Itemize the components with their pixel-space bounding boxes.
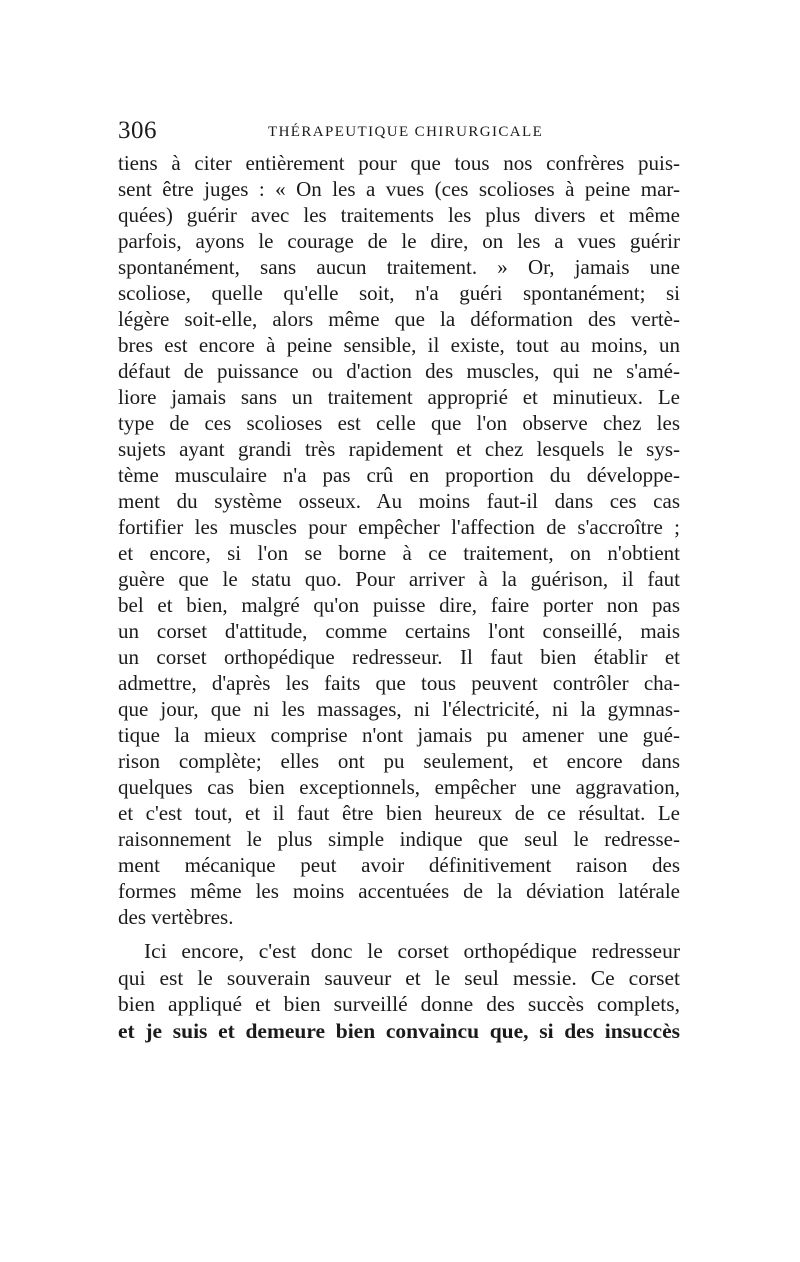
text-line: sujets ayant grandi très rapidement et chez lesquels le sys- <box>118 437 680 461</box>
body-text <box>118 150 680 1044</box>
text-line: des vertèbres. <box>118 905 234 929</box>
text-line: raisonnement le plus simple indique que seul le redresse- <box>118 827 680 851</box>
text-line: guère que le statu quo. Pour arriver à la guérison, il faut <box>118 567 680 591</box>
text-line: liore jamais sans un traitement approprié et minutieux. Le <box>118 385 680 409</box>
text-line: tiens à citer entièrement pour que tous nos confrères puis- <box>118 151 680 175</box>
text-line: ment mécanique peut avoir définitivement raison des <box>118 853 680 877</box>
text-line: Ici encore, c'est donc le corset orthopédique redresseur <box>144 939 680 963</box>
paragraph-2 <box>118 938 680 1044</box>
text-line: bres est encore à peine sensible, il existe, tout au moins, un <box>118 333 680 357</box>
running-title: THÉRAPEUTIQUE CHIRURGICALE <box>268 124 544 140</box>
text-line: que jour, que ni les massages, ni l'électricité, ni la gymnas- <box>118 697 680 721</box>
text-line: spontanément, sans aucun traitement. » Or, jamais une <box>118 255 680 279</box>
text-line: type de ces scolioses est celle que l'on observe chez les <box>118 411 680 435</box>
text-line: quées) guérir avec les traitements les plus divers et même <box>118 203 680 227</box>
text-line: rison complète; elles ont pu seulement, et encore dans <box>118 749 680 773</box>
text-line: admettre, d'après les faits que tous peuvent contrôler cha- <box>118 671 680 695</box>
text-line: bel et bien, malgré qu'on puisse dire, faire porter non pas <box>118 593 680 617</box>
page-number: 306 <box>118 117 157 144</box>
text-line: ment du système osseux. Au moins faut-il dans ces cas <box>118 489 680 513</box>
text-line: légère soit-elle, alors même que la déformation des vertè- <box>118 307 680 331</box>
paragraph-1 <box>118 150 680 930</box>
text-line: formes même les moins accentuées de la déviation latérale <box>118 879 680 903</box>
text-line: bien appliqué et bien surveillé donne des succès complets, <box>118 992 680 1016</box>
text-line: et c'est tout, et il faut être bien heureux de ce résultat. Le <box>118 801 680 825</box>
text-line: quelques cas bien exceptionnels, empêcher une aggravation, <box>118 775 680 799</box>
text-line: un corset d'attitude, comme certains l'ont conseillé, mais <box>118 619 680 643</box>
page-header <box>118 116 680 146</box>
text-line: qui est le souverain sauveur et le seul messie. Ce corset <box>118 965 680 990</box>
text-line: parfois, ayons le courage de le dire, on les a vues guérir <box>118 229 680 253</box>
text-line: fortifier les muscles pour empêcher l'affection de s'accroître ; <box>118 515 680 539</box>
text-line: scoliose, quelle qu'elle soit, n'a guéri spontanément; si <box>118 281 680 305</box>
text-line: tème musculaire n'a pas crû en proportion du développe- <box>118 463 680 487</box>
text-line: et je suis et demeure bien convaincu que, si des insuccès <box>118 1018 680 1043</box>
text-line: défaut de puissance ou d'action des muscles, qui ne s'amé- <box>118 359 680 383</box>
text-line: et encore, si l'on se borne à ce traitement, on n'obtient <box>118 541 680 565</box>
text-line: sent être juges : « On les a vues (ces scolioses à peine mar- <box>118 177 680 201</box>
text-line: un corset orthopédique redresseur. Il faut bien établir et <box>118 645 680 669</box>
text-line: tique la mieux comprise n'ont jamais pu amener une gué- <box>118 723 680 747</box>
